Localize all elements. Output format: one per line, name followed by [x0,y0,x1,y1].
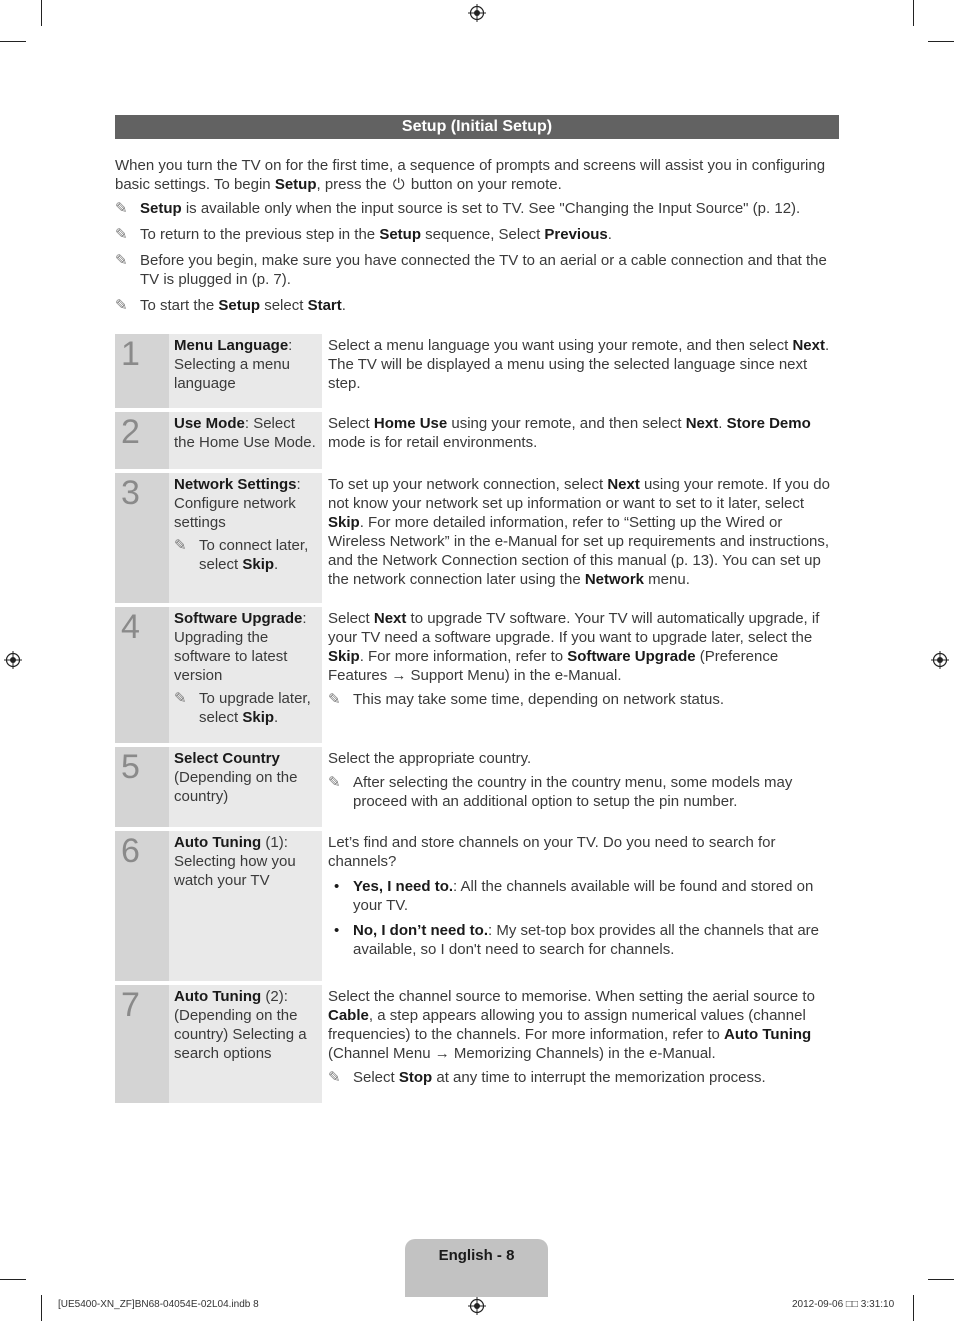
pencil-icon: ✎ [115,226,128,243]
text: menu. [644,571,690,588]
text: is available only when the input source is set to TV. See "Changing the Input Source" (p. 12). [181,200,801,217]
step-number: 5 [115,747,169,827]
step-name-bold: Auto Tuning [174,988,262,1005]
pencil-icon: ✎ [174,537,187,554]
step-name-bold: Auto Tuning [174,834,262,851]
crop-mark [0,41,26,42]
step-name-rest: : Selecting a menu language [174,337,293,392]
text: Select [328,415,374,432]
step-row [115,412,839,469]
crop-mark [41,1295,42,1321]
text: Before you begin, make sure you have connected the TV to an aerial or a cable connection and that the TV is plugged in (p. 7). [140,252,827,288]
text-bold: Stop [398,1069,433,1086]
text: . For more information, refer to [359,648,568,665]
text-bold: Skip [328,514,360,531]
step-description [324,412,839,469]
desc-paragraph [328,336,835,393]
text-bold: Setup [140,200,182,217]
step-name-bold: Menu Language [174,337,289,354]
print-slug-right: 2012-09-06 □□ 3:31:10 [792,1299,895,1310]
text: . [607,226,612,243]
step-name [169,831,324,981]
text: . [341,297,346,314]
pencil-icon: ✎ [328,1069,341,1086]
text: Select [353,1069,399,1086]
step-name-rest: : Configure network settings [174,476,301,531]
step-description [324,985,839,1103]
text: After selecting the country in the country menu, some models may proceed with an additional option to setup the pin number. [353,774,793,810]
crop-mark [913,1295,914,1321]
text: . [274,556,279,573]
intro-block [115,156,845,322]
registration-mark-icon [931,651,949,669]
note [115,225,845,244]
note [115,251,845,289]
step-name [169,412,324,469]
text: . For more detailed information, refer to “Setting up the Wired or Wireless Network” in the e-Manual for set up requirements and instructions, and the Network Connection section of this manual (p. 13). You can set up the network connection later using the [328,514,830,588]
text: To start the [140,297,219,314]
text: To set up your network connection, select [328,476,608,493]
registration-mark-icon [468,1297,486,1315]
step-row [115,985,839,1103]
crop-mark [928,41,954,42]
step-name-rest: (1): Selecting how you watch your TV [174,834,296,889]
pencil-icon: ✎ [115,200,128,217]
text-bold: Auto Tuning [724,1026,812,1043]
step-name-rest: (2): (Depending on the country) Selecting a search options [174,988,307,1062]
text: , press the [316,176,391,193]
step-name-bold: Software Upgrade [174,610,303,627]
step-number: 6 [115,831,169,981]
pencil-icon: ✎ [328,774,341,791]
text-bold: Setup [218,297,261,314]
step-number: 7 [115,985,169,1103]
step-description [324,607,839,743]
step-name-bold: Use Mode [174,415,245,432]
intro-paragraph [115,156,845,194]
crop-mark [913,0,914,26]
step-name [169,473,324,603]
text-bold: Skip [242,556,275,573]
text: When you turn the TV on for the first time, a sequence of prompts and screens will assist you in configuring basic settings. To begin [115,157,826,193]
text-bold: Skip [328,648,360,665]
note [328,773,835,811]
step-name [169,747,324,827]
text: . The TV will be displayed a menu using the selected language since next step. [328,337,830,392]
note [174,689,316,727]
text-bold: Software Upgrade [567,648,696,665]
text-bold: Next [792,337,825,354]
text-bold: Next [373,610,407,627]
desc-paragraph [328,987,835,1063]
pencil-icon: ✎ [115,297,128,314]
text: Select a menu language you want using your remote, and then select [328,337,793,354]
desc-paragraph [328,414,835,452]
text: To upgrade later, select [199,690,311,726]
text-bold: Skip [242,709,275,726]
text: using your remote. If you do not know your network set up information or want to set to it later, select [328,476,830,512]
text: . [274,709,279,726]
step-name-bold: Select Country [174,750,280,767]
setup-steps-table [115,334,839,1103]
step-name [169,985,324,1103]
bullet-item [328,921,835,959]
step-row [115,473,839,603]
text: using your remote, and then select [447,415,686,432]
section-title: Setup (Initial Setup) [115,115,839,139]
pencil-icon: ✎ [174,690,187,707]
step-row [115,607,839,743]
pencil-icon: ✎ [328,691,341,708]
page-number-tab: English - 8 [405,1239,548,1297]
text-bold: Setup [379,226,421,243]
step-row [115,831,839,981]
note [328,690,835,709]
bullet-item [328,877,835,915]
desc-paragraph [328,609,835,685]
text-bold: Setup [274,176,317,193]
text: (Channel Menu → Memorizing Channels) in the e-Manual. [328,1045,716,1062]
print-slug-left: [UE5400-XN_ZF]BN68-04054E-02L04.indb 8 [58,1299,259,1310]
text-bold: Start [307,297,342,314]
text: . [718,415,727,432]
text: Let’s find and store channels on your TV. Do you need to search for channels? [328,834,776,870]
step-number: 1 [115,334,169,408]
text: to upgrade TV software. Your TV will automatically upgrade, if your TV need a software upgrade. If you want to upgrade later, select the [328,610,820,646]
note [328,1068,835,1087]
text: This may take some time, depending on network status. [353,691,725,708]
text: To connect later, select [199,537,309,573]
step-name [169,334,324,408]
text: at any time to interrupt the memorization process. [432,1069,766,1086]
step-name [169,607,324,743]
text: sequence, Select [420,226,545,243]
step-description [324,473,839,603]
step-description [324,334,839,408]
registration-mark-icon [468,4,486,22]
text-bold: No, I don’t need to. [353,922,488,939]
registration-mark-icon [4,651,22,669]
desc-paragraph [328,833,835,871]
step-name-rest: : Upgrading the software to latest version [174,610,307,684]
step-number: 4 [115,607,169,743]
crop-mark [41,0,42,26]
step-description [324,831,839,981]
crop-mark [928,1279,954,1280]
text-bold: Next [607,476,640,493]
text-bold: Home Use [373,415,448,432]
text: mode is for retail environments. [328,434,538,451]
text: : All the channels available will be found and stored on your TV. [353,878,814,914]
text: button on your remote. [406,176,562,193]
text-bold: Previous [544,226,608,243]
step-description [324,747,839,827]
note [115,199,845,218]
crop-mark [0,1279,26,1280]
step-row [115,747,839,827]
text-bold: Next [685,415,719,432]
step-number: 3 [115,473,169,603]
step-row [115,334,839,408]
text: (Preference Features → Support Menu) in the e-Manual. [328,648,779,684]
power-icon: ⏻ [392,176,405,193]
text: Select the channel source to memorise. When setting the aerial source to [328,988,815,1005]
text-bold: Network [584,571,645,588]
text: : My set-top box provides all the channels that are available, so I don't need to search for channels. [353,922,820,958]
bullet-icon: • [334,878,340,895]
text: To return to the previous step in the [140,226,380,243]
note [115,296,845,315]
text: select [260,297,308,314]
desc-paragraph [328,749,835,768]
bullet-icon: • [334,922,340,939]
text-bold: Yes, I need to. [353,878,454,895]
note [174,536,316,574]
step-name-bold: Network Settings [174,476,297,493]
text-bold: Cable [328,1007,369,1024]
step-number: 2 [115,412,169,469]
step-name-rest: : Select the Home Use Mode. [174,415,316,451]
desc-paragraph [328,475,835,589]
text: Select the appropriate country. [328,750,532,767]
step-name-rest: (Depending on the country) [174,769,298,805]
text: Select [328,610,374,627]
text: , a step appears allowing you to assign numerical values (channel frequencies) to the channels. For more information, refer to [328,1007,806,1043]
pencil-icon: ✎ [115,252,128,269]
text-bold: Store Demo [726,415,811,432]
